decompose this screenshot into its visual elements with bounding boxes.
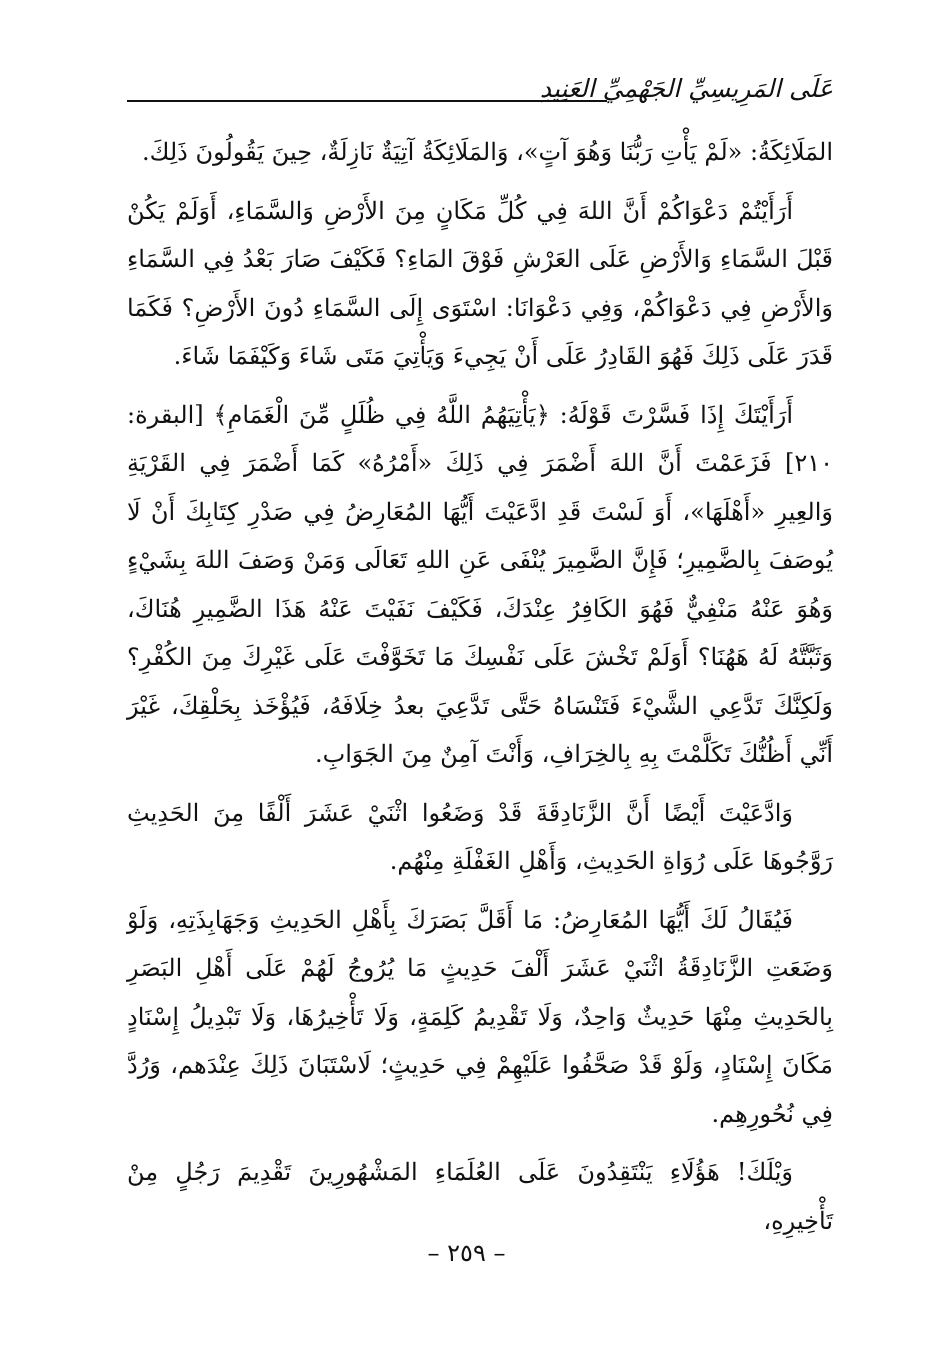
- running-header: [127, 72, 833, 112]
- running-header-title: عَلَى المَرِيسِيِّ الجَهْمِيِّ العَنِيدِ: [539, 74, 833, 103]
- paragraph: وَادَّعَيْتَ أَيْضًا أَنَّ الزَّنَادِقَةَ قَدْ وَضَعُوا اثْنَيْ عَشَرَ أَلْفًا مِنَ الحَدِيثِ رَوَّجُوهَا عَلَى رُوَاةِ الحَدِيثِ، وَأَهْلِ الغَفْلَةِ مِنْهُم.: [127, 798, 833, 875]
- header-rule: [127, 100, 607, 102]
- body-text: [127, 128, 833, 1255]
- page-number: – ٢٥٩ –: [427, 1239, 506, 1267]
- paragraph: أَرَأَيْتُمْ دَعْوَاكُمْ أَنَّ اللهَ فِي كُلِّ مَكَانٍ مِنَ الأَرْضِ وَالسَّمَاءِ، أَوَلَمْ يَكُنْ قَبْلَ السَّمَاءِ وَالأَرْضِ عَلَى العَرْشِ فَوْقَ المَاءِ؟ فَكَيْفَ صَارَ بَعْدُ فِي السَّمَاءِ وَالأَرْضِ فِي دَعْوَاكُمْ، وَفِي دَعْوَانَا: اسْتَوَى إِلَى السَّمَاءِ دُونَ الأَرْضِ؟ فَكَمَا قَدَرَ عَلَى ذَلِكَ فَهُوَ القَادِرُ عَلَى أَنْ يَجِيءَ وَيَأْتِيَ مَتَى شَاءَ وَكَيْفَمَا شَاءَ.: [127, 196, 833, 370]
- paragraph: فَيُقَالُ لَكَ أَيُّهَا المُعَارِضُ: مَا أَقَلَّ بَصَرَكَ بِأَهْلِ الحَدِيثِ وَجَهَابِذَتِهِ، وَلَوْ وَضَعَتِ الزَّنَادِقَةُ اثْنَيْ عَشَرَ أَلْفَ حَدِيثٍ مَا يُرُوجُ لَهُمْ عَلَى أَهْلِ البَصَرِ بِالحَدِيثِ مِنْهَا حَدِيثٌ وَاحِدٌ، وَلَا تَقْدِيمُ كَلِمَةٍ، وَلَا تَأْخِيرُهَا، وَلَا تَبْدِيلُ إِسْنَادٍ مَكَانَ إِسْنَادٍ، وَلَوْ قَدْ صَحَّفُوا عَلَيْهِمْ فِي حَدِيثٍ؛ لَاسْتَبَانَ ذَلِكَ عِنْدَهم، وَرُدَّ فِي نُحُورِهِم.: [127, 905, 833, 1128]
- paragraph: أَرَأَيْتَكَ إِذَا فَسَّرْتَ قَوْلَهُ: ﴿يَأْتِيَهُمُ اللَّهُ فِي ظُلَلٍ مِّنَ الْغَمَامِ﴾ [البقرة: ٢١٠] فَزَعَمْتَ أَنَّ اللهَ أَضْمَرَ فِي ذَلِكَ «أَمْرُهُ» كَمَا أَضْمَرَ فِي القَرْيَةِ وَالعِيرِ «أَهْلَهَا»، أَوَ لَسْتَ قَدِ ادَّعَيْتَ أَيُّهَا المُعَارِضُ فِي صَدْرِ كِتَابِكَ أَنْ لَا يُوصَفَ بِالضَّمِيرِ؛ فَإِنَّ الضَّمِيرَ يُنْفَى عَنِ اللهِ تَعَالَى وَمَنْ وَصَفَ اللهَ بِشَيْءٍ وَهُوَ عَنْهُ مَنْفِيٌّ فَهُوَ الكَافِرُ عِنْدَكَ، فَكَيْفَ نَفَيْتَ عَنْهُ هَذَا الضَّمِيرِ هُنَاكَ، وَثَبَّتَّهُ لَهُ هَهُنَا؟ أَوَلَمْ تَخْشَ عَلَى نَفْسِكَ مَا تَخَوَّفْتَ عَلَى غَيْرِكَ مِنَ الكُفْرِ؟ وَلَكِنَّكَ تَدَّعِي الشَّيْءَ فَتَنْسَاهُ حَتَّى تَدَّعِيَ بعدُ خِلَافَهُ، فَيُؤْخَذ بِحَلْقِكَ، غَيْرَ أَنِّي أَظُنُّكَ تَكَلَّمْتَ بِهِ بِالخِرَافِ، وَأَنْتَ آمِنٌ مِنَ الجَوَابِ.: [127, 400, 833, 768]
- paragraph: المَلَائِكَةُ: «لَمْ يَأْتِ رَبُّنَا وَهُوَ آتٍ»، وَالمَلَائِكَةُ آتِيَةٌ نَازِلَةٌ، حِينَ يَقُولُونَ ذَلِكَ.: [142, 138, 833, 166]
- paragraph: وَيْلَكَ! هَؤُلَاءِ يَنْتَقِدُونَ عَلَى العُلَمَاءِ المَشْهُورِينَ تَقْدِيمَ رَجُلٍ مِنْ تَأْخِيرِهِ،: [127, 1158, 833, 1235]
